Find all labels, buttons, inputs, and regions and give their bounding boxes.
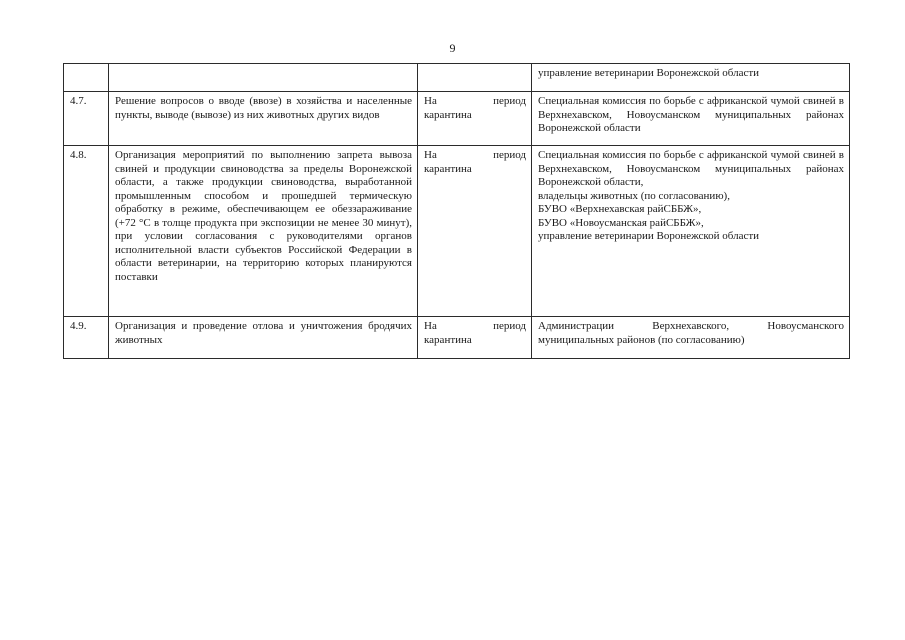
responsible-cell: Администрации Верхнехавского, Новоусманского муниципальных районов (по согласованию) — [532, 317, 850, 359]
table-row — [64, 146, 850, 317]
term-word: период — [493, 95, 526, 107]
table-row — [64, 317, 850, 359]
responsible-cell: управление ветеринарии Воронежской области — [532, 64, 850, 92]
action-cell: Организация мероприятий по выполнению запрета вывоза свиней и продукции свиноводства за пределы Воронежской области, а также продукции свиноводства, выработанной промышленным способом и прошедшей термическую обработку в режиме, обеспечивающем ее обеззараживание (+72 °С в толще продукта при экспозиции не менее 30 минут), при условии согласования с руководителями органов исполнительной власти субъектов Российской Федерации в области ветеринарии, на территорию которых планируются поставки — [109, 146, 418, 317]
responsible-cell: Специальная комиссия по борьбе с африканской чумой свиней в Верхнехавском, Новоусманском муниципальных районах Воронежской области — [532, 92, 850, 146]
responsible-line: владельцы животных (по согласованию), — [538, 189, 730, 202]
action-cell — [109, 64, 418, 92]
row-number-cell: 4.8. — [64, 146, 109, 317]
responsible-line: БУВО «Новоусманская райСББЖ», — [538, 216, 704, 229]
term-cell — [418, 64, 532, 92]
term-word: период — [493, 149, 526, 161]
term-word: На — [424, 95, 437, 107]
term-word: период — [493, 320, 526, 332]
action-cell: Организация и проведение отлова и уничтожения бродячих животных — [109, 317, 418, 359]
term-cell — [418, 92, 532, 146]
action-cell: Решение вопросов о вводе (ввозе) в хозяйства и населенные пункты, выводе (вывозе) из них животных других видов — [109, 92, 418, 146]
term-line — [424, 320, 526, 334]
row-number-cell — [64, 64, 109, 92]
row-number-cell: 4.7. — [64, 92, 109, 146]
page-number: 9 — [449, 41, 456, 55]
term-cell — [418, 317, 532, 359]
term-line: карантина — [424, 162, 472, 175]
responsible-line: БУВО «Верхнехавская райСББЖ», — [538, 203, 702, 215]
measures-table — [63, 63, 850, 359]
responsible-line: управление ветеринарии Воронежской области — [538, 230, 760, 242]
table-row — [64, 92, 850, 146]
table-row-continuation — [64, 64, 850, 92]
term-word: На — [424, 320, 437, 332]
term-line — [424, 95, 526, 109]
term-line: карантина — [424, 108, 472, 121]
term-line — [424, 149, 526, 163]
term-line: карантина — [424, 333, 472, 346]
responsible-line: Специальная комиссия по борьбе с африканской чумой свиней в Верхнехавском, Новоусманском муниципальных районах Воронежской области, — [538, 149, 844, 188]
row-number-cell: 4.9. — [64, 317, 109, 359]
responsible-cell — [532, 146, 850, 317]
term-cell — [418, 146, 532, 317]
term-word: На — [424, 149, 437, 161]
